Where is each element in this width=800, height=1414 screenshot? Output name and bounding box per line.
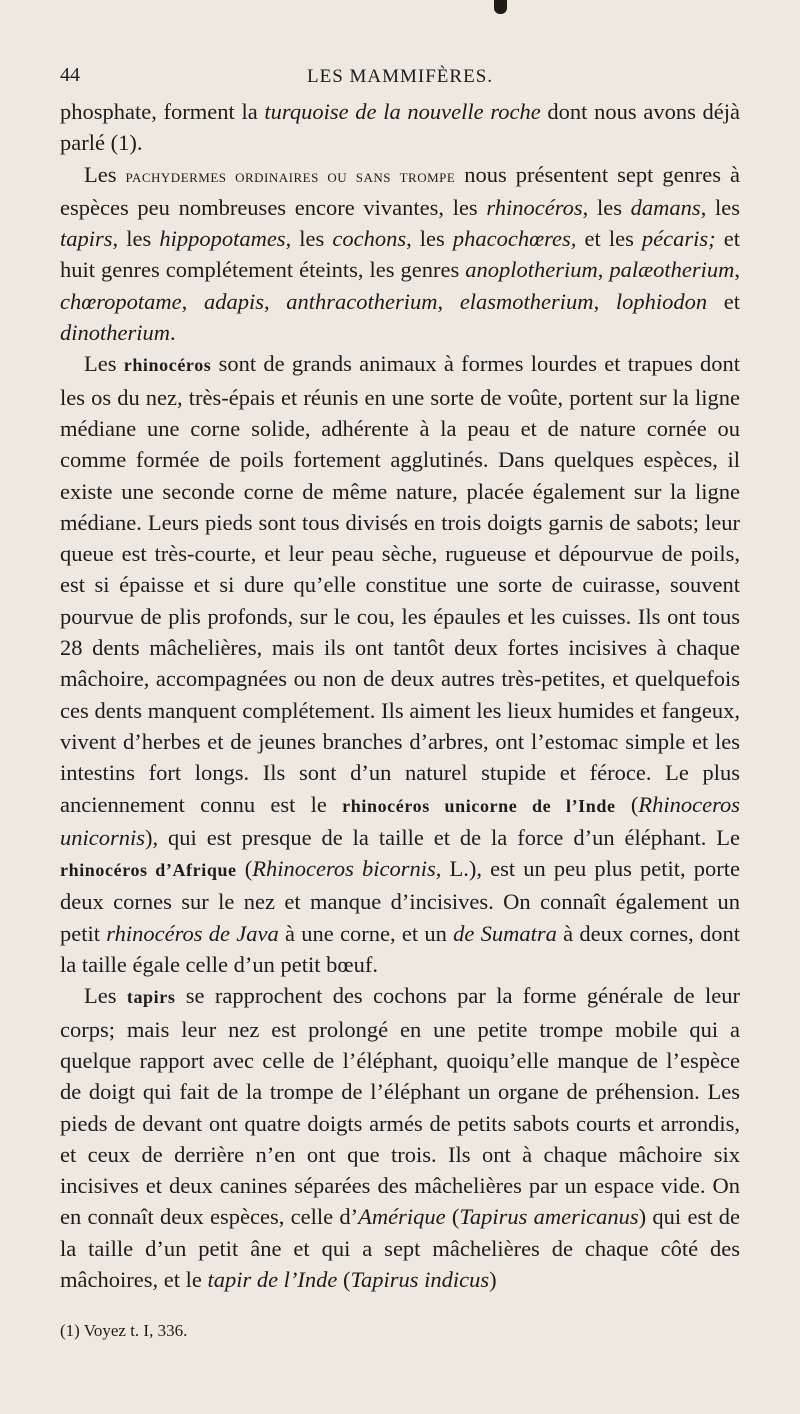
running-title: LES MAMMIFÈRES. — [306, 66, 494, 87]
bold-term: rhinocéros d’Afrique — [60, 860, 237, 881]
italic-term: elasmotherium — [459, 288, 594, 314]
text-run: ( — [337, 1266, 351, 1292]
text-run: ( — [445, 1204, 460, 1230]
text-run: , — [437, 288, 460, 314]
text-run: phosphate, forment la — [60, 99, 265, 124]
text-run: ) — [489, 1266, 497, 1292]
text-run: Les — [84, 983, 127, 1009]
text-run: , les — [285, 226, 333, 252]
italic-term: damans — [630, 194, 701, 220]
small-caps-term: pachydermes ordinaires ou sans trompe — [125, 165, 456, 187]
paragraph — [60, 96, 740, 159]
text-run: ), qui est presque de la taille et de la force d’un éléphant. Le — [145, 824, 740, 850]
italic-term: cochons — [332, 226, 407, 252]
text-run: à une corne, et un — [278, 920, 454, 946]
italic-term: tapirs — [60, 226, 113, 252]
text-run: ( — [236, 856, 253, 882]
italic-term: Amérique — [358, 1204, 446, 1230]
italic-term: tapir de l’Inde — [207, 1266, 338, 1292]
italic-term: lophiodon — [615, 288, 708, 314]
text-run: , — [597, 257, 610, 283]
italic-term: rhinocéros — [486, 194, 583, 220]
ink-mark — [494, 0, 507, 14]
italic-term: rhinocéros de Java — [106, 920, 279, 946]
paragraph — [60, 348, 740, 980]
italic-term: Rhinoceros unicornis — [60, 791, 741, 850]
text-run: nous présentent sept genres à espèces peu nombreuses encore vivantes, les — [60, 161, 740, 220]
text-run: , les — [582, 194, 631, 220]
italic-term: adapis — [203, 288, 264, 314]
text-run: , les — [406, 226, 453, 252]
text-run: Les — [84, 351, 124, 377]
text-run: ) qui est de la taille d’un petit âne et qui a sept mâchelières de chaque côté des mâchoires, et le — [60, 1204, 740, 1292]
paragraph — [60, 980, 740, 1295]
italic-term: phacochœres, — [452, 226, 577, 252]
text-run: , — [181, 288, 204, 314]
italic-term: de Sumatra — [453, 920, 557, 946]
italic-term: anoplotherium — [465, 257, 598, 283]
bold-term: tapirs — [126, 987, 176, 1008]
text-run: ( — [615, 791, 639, 817]
italic-term: palæotherium — [609, 257, 735, 283]
text-run: dont nous avons déjà parlé (1). — [60, 99, 740, 156]
body-text — [60, 96, 740, 1295]
bold-term: rhinocéros — [123, 355, 212, 376]
italic-term: Tapirus indicus — [350, 1266, 490, 1292]
text-run: , les — [700, 194, 740, 220]
text-run: et — [707, 288, 741, 314]
italic-term: dinotherium — [60, 320, 170, 346]
text-run: , — [263, 288, 287, 314]
italic-term: Tapirus americanus — [459, 1204, 639, 1230]
text-run: , — [734, 257, 740, 283]
text-run: , L.), est un peu plus petit, porte deux cornes sur le nez et manque d’incisives. On connaît également un petit — [60, 856, 740, 946]
text-run: se rapprochent des cochons par la forme générale de leur corps; mais leur nez est prolongé en une petite trompe mobile qui a quelque rapport avec celle de l’éléphant, quoiqu’elle manque de l’espèce de doigt qui fait de la trompe de l’éléphant un organe de préhension. Les pieds de devant ont quatre doigts armés de petits sabots courts et arrondis, et ceux de derrière n’en ont que trois. Ils ont à chaque mâchoire six incisives et deux canines séparées des mâchelières par un espace vide. On en connaît deux espèces, celle d’ — [60, 983, 740, 1230]
text-run: , les — [112, 226, 160, 252]
text-run: sont de grands animaux à formes lourdes et trapues dont les os du nez, très-épais et réunis en une sorte de voûte, portent sur la ligne médiane une corne solide, adhérente à la peau et de nature cornée ou comme formée de poils fortement agglutinés. Dans quelques espèces, il existe une seconde corne de même nature, placée également sur la ligne médiane. Leurs pieds sont tous divisés en trois doigts garnis de sabots; leur queue est très-courte, et leur peau sèche, rugueuse et dépourvue de poils, est si épaisse et si dure qu’elle constitue une sorte de cuirasse, souvent pourvue de plis profonds, sur le cou, les épaules et les cuisses. Ils ont tous 28 dents mâchelières, mais ils ont tantôt deux fortes incisives à chaque mâchoire, accompagnées ou non de deux autres très-petites, et quelquefois ces dents manquent complétement. Ils aiment les lieux humides et fangeux, vivent d’herbes et de jeunes branches d’arbres, ont l’estomac simple et les intestins fort longs. Ils sont d’un naturel stupide et féroce. Le plus anciennement connu est le — [60, 351, 740, 817]
text-run: , — [593, 288, 616, 314]
italic-term: turquoise de la nouvelle roche — [264, 99, 541, 124]
page-number: 44 — [60, 64, 80, 86]
text-run: . — [170, 320, 176, 346]
italic-term: anthracotherium — [286, 288, 438, 314]
text-run: et les — [576, 226, 642, 252]
text-run: et huit genres complétement éteints, les genres — [60, 226, 740, 283]
bold-term: rhinocéros unicorne de l’Inde — [342, 795, 616, 816]
text-run: à deux cornes, dont la taille égale celle d’un petit bœuf. — [60, 920, 741, 978]
italic-term: chœropotame — [60, 288, 182, 314]
italic-term: hippopotames — [159, 226, 286, 252]
page-header — [60, 64, 740, 94]
italic-term: pécaris; — [641, 226, 716, 252]
italic-term: Rhinoceros bicornis — [252, 856, 436, 882]
footnote: (1) Voyez t. I, 336. — [60, 1321, 188, 1340]
paragraph — [60, 159, 740, 349]
text-run: Les — [84, 161, 126, 187]
